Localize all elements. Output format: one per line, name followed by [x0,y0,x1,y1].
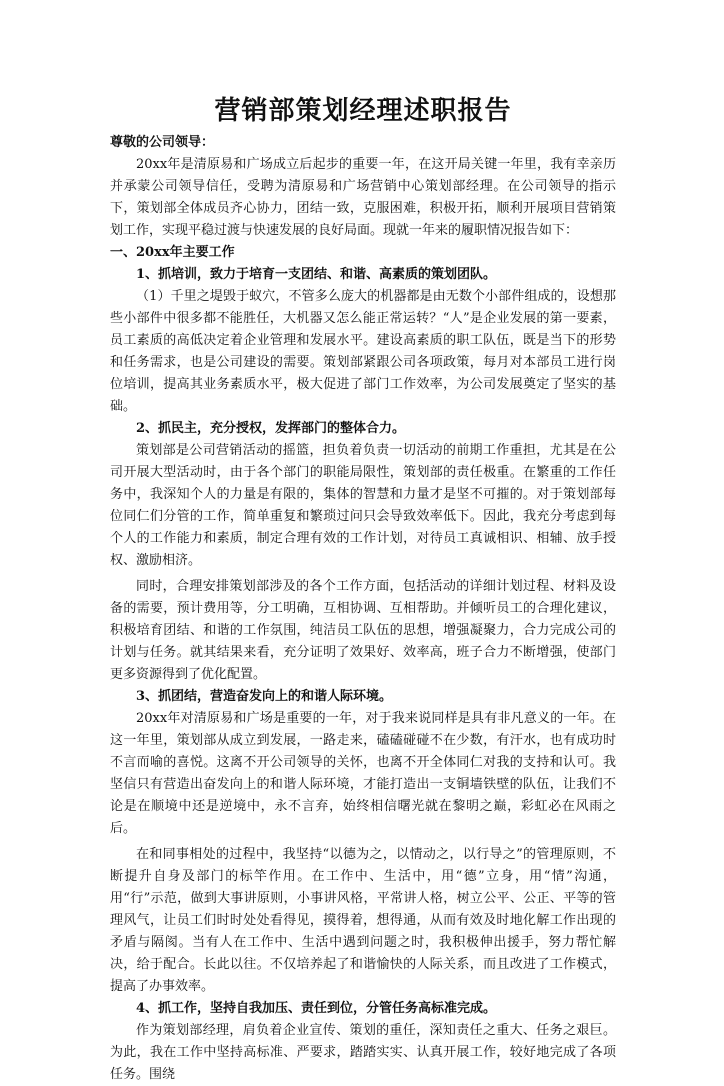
subheading-unity: 3、抓团结，营造奋发向上的和谐人际环境。 [136,689,393,704]
paragraph-unity-2: 在和同事相处的过程中，我坚持“以德为之，以情动之，以行导之”的管理原则，不断提升自身及部门的标竿作用。在工作中、生活中，用“德”立身，用“情”沟通，用“行”示范，做到大事讲原则，小事讲风格，平常讲人格，树立公平、公正、平等的管理风气，让员工们时时处处看得见，摸得着，想得通，从而有效及时地化解工作出现的矛盾与隔阂。当有人在工作中、生活中遇到问题之时，我积极伸出援手，努力帮忙解决，给于配合。长此以往。不仅培养起了和谐愉快的人际关系，而且改进了工作模式，提高了办事效率。 [110,847,616,994]
paragraph-work-1: 作为策划部经理，肩负着企业宣传、策划的重任，深知责任之重大、任务之艰巨。为此，我在工作中坚持高标准、严要求，踏踏实实、认真开展工作，较好地完成了各项任务。围绕 [110,1023,616,1082]
subheading-democracy: 2、抓民主，充分授权，发挥部门的整体合力。 [136,421,406,436]
salutation: 尊敬的公司领导： [110,135,215,150]
paragraph-training: （1）千里之堤毁于蚁穴，不管多么庞大的机器都是由无数个小部件组成的，设想那些小部件中很多都不能胜任，大机器又怎么能正常运转？“人”是企业发展的第一要素，员工素质的高低决定着企业管理和发展水平。建设高素质的职工队伍，既是当下的形势和任务需求，也是公司建设的需要。策划部紧跟公司各项政策，每月对本部员工进行岗位培训，提高其业务素质水平，极大促进了部门工作效率，为公司发展奠定了坚实的基础。 [110,289,616,414]
paragraph-democracy-2: 同时，合理安排策划部涉及的各个工作方面，包括活动的详细计划过程、材料及设备的需要，预计费用等，分工明确，互相协调、互相帮助。并倾听员工的合理化建议，积极培育团结、和谐的工作氛围，纯洁员工队伍的思想，增强凝聚力，合力完成公司的计划与任务。就其结果来看，充分证明了效果好、效率高，班子合力不断增强，使部门更多资源得到了优化配置。 [110,579,616,682]
paragraph-democracy-1: 策划部是公司营销活动的摇篮，担负着负责一切活动的前期工作重担，尤其是在公司开展大型活动时，由于各个部门的职能局限性，策划部的责任极重。在繁重的工作任务中，我深知个人的力量是有限的，集体的智慧和力量才是坚不可摧的。对于策划部每位同仁们分管的工作，简单重复和繁琐过问只会导致效率低下。因此，我充分考虑到每个人的工作能力和素质，制定合理有效的工作计划，对待员工真诚相识、相辅、放手授权、激励相济。 [110,443,616,568]
section-heading-main-work: 一、20xx年主要工作 [110,245,235,260]
document-title: 营销部策划经理述职报告 [214,96,512,126]
paragraph-unity-1: 20xx年对清原易和广场是重要的一年，对于我来说同样是具有非凡意义的一年。在这一年里，策划部从成立到发展，一路走来，磕磕碰碰不在少数，有汗水，也有成功时不言而喻的喜悦。这离不开公司领导的关怀，也离不开全体同仁对我的支持和认可。我坚信只有营造出奋发向上的和谐人际环境，才能打造出一支铜墙铁壁的队伍，让我们不论是在顺境中还是逆境中，永不言弃，始终相信曙光就在黎明之巅，彩虹必在风雨之后。 [110,711,616,836]
subheading-work: 4、抓工作，坚持自我加压、责任到位，分管任务高标准完成。 [136,1001,497,1016]
subheading-training: 1、抓培训，致力于培育一支团结、和谐、高素质的策划团队。 [136,267,497,282]
intro-paragraph: 20xx年是清原易和广场成立后起步的重要一年，在这开局关键一年里，我有幸亲历并承蒙公司领导信任，受聘为清原易和广场营销中心策划部经理。在公司领导的指示下，策划部全体成员齐心协力，团结一致，克服困难，积极开拓，顺利开展项目营销策划工作，实现平稳过渡与快速发展的良好局面。现就一年来的履职情况报告如下： [110,157,616,238]
